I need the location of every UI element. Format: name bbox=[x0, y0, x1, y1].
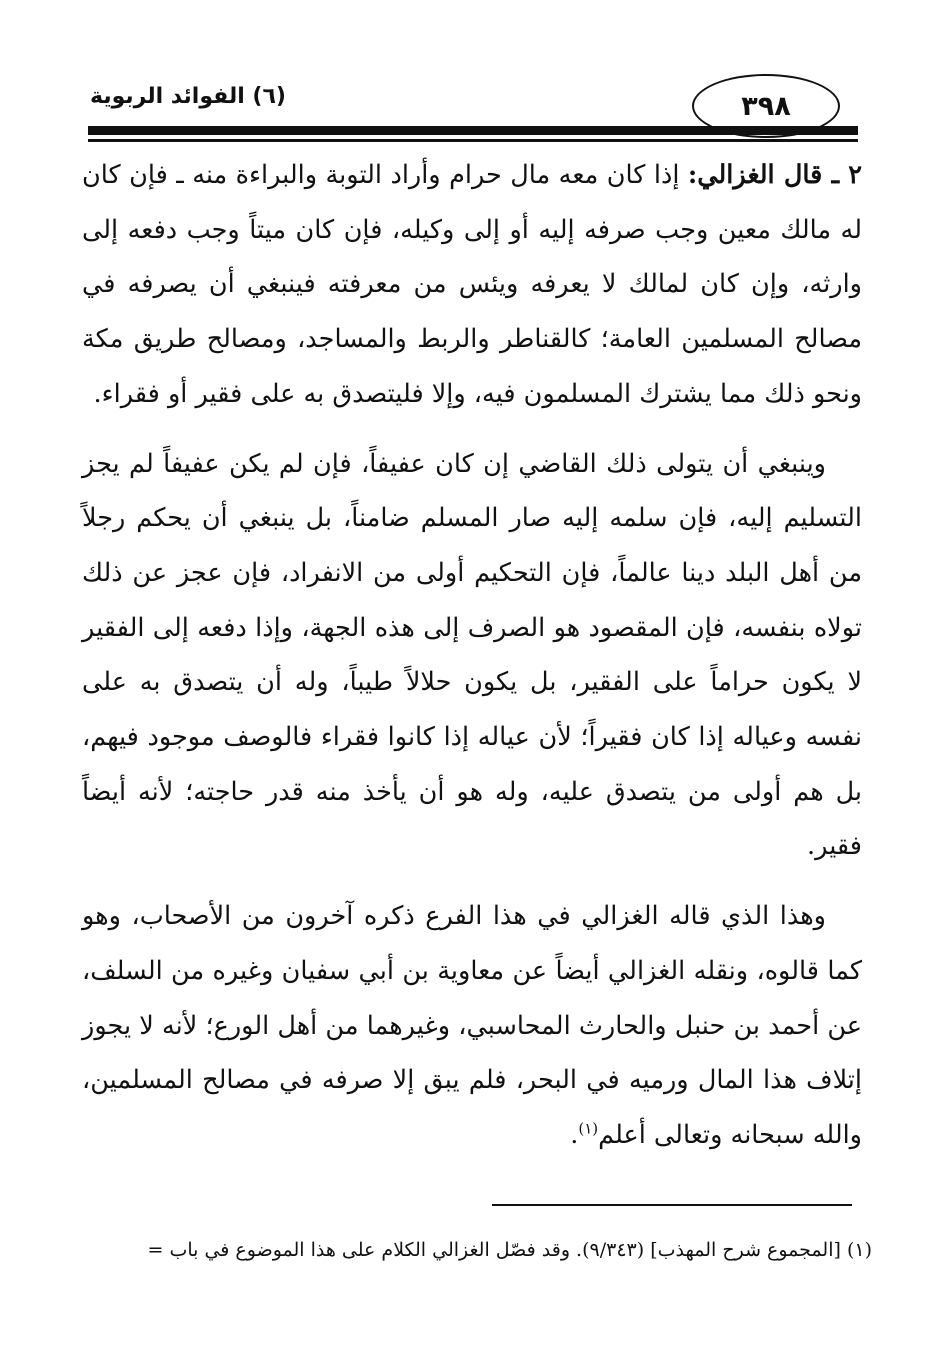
paragraph-2: وينبغي أن يتولى ذلك القاضي إن كان عفيفاً، فإن لم يكن عفيفاً لم يجز التسليم إليه، فإن سلمه إليه صار المسلم ضامناً، بل ينبغي أن يحكم رجلاً من أهل البلد دينا عالماً، فإن التحكيم أولى من الانفراد، فإن عجز عن ذلك تولاه بنفسه، فإن المقصود هو الصرف إلى هذه الجهة، وإذا دفعه إلى الفقير لا يكون حراماً على الفقير، بل يكون حلالاً طيباً، وله أن يتصدق به على نفسه وعياله إذا كان فقيراً؛ لأن عياله إذا كانوا فقراء فالوصف موجود فيهم، بل هم أولى من يتصدق عليه، وله هو أن يأخذ منه قدر حاجته؛ لأنه أيضاً فقير. bbox=[82, 448, 862, 862]
paragraph-1-text: إذا كان معه مال حرام وأراد التوبة والبراءة منه ـ فإن كان له مالك معين وجب صرفه إليه أو إلى وكيله، فإن كان ميتاً وجب دفعه إلى وارثه، وإن كان لمالك لا يعرفه ويئس من معرفته فينبغي أن يصرفه في مصالح المسلمين العامة؛ كالقناطر والربط والمساجد، ومصالح طريق مكة ونحو ذلك مما يشترك المسلمون فيه، وإلا فليتصدق به على فقير أو فقراء. bbox=[82, 160, 862, 409]
footnote: (١) [المجموع شرح المهذب] (٩/٣٤٣). وقد فصّل الغزالي الكلام على هذا الموضوع في باب = bbox=[147, 1239, 872, 1261]
paragraph-1 bbox=[82, 148, 862, 422]
paragraph-lead: ٢ ـ قال الغزالي: bbox=[687, 160, 862, 190]
paragraph-3 bbox=[82, 889, 862, 1163]
footnote-reference[interactable]: (١) bbox=[578, 1119, 599, 1138]
page-header bbox=[0, 0, 945, 150]
main-text bbox=[82, 148, 862, 1163]
footnote-separator bbox=[492, 1204, 852, 1206]
paragraph-3-text: وهذا الذي قاله الغزالي في هذا الفرع ذكره آخرون من الأصحاب، وهو كما قالوه، ونقله الغزالي أيضاً عن معاوية بن أبي سفيان وغيره من السلف، عن أحمد بن حنبل والحارث المحاسبي، وغيرهما من أهل الورع؛ لأنه لا يجوز إتلاف هذا المال ورميه في البحر، فلم يبق إلا صرفه في مصالح المسلمين، والله سبحانه وتعالى أعلم bbox=[82, 901, 862, 1150]
paragraph-3-end: . bbox=[570, 1119, 579, 1150]
page-number: ٣٩٨ bbox=[741, 90, 791, 122]
header-rule-thick bbox=[88, 126, 858, 135]
header-rule-thin bbox=[88, 139, 858, 142]
running-title: (٦) الفوائد الربوية bbox=[90, 84, 286, 109]
